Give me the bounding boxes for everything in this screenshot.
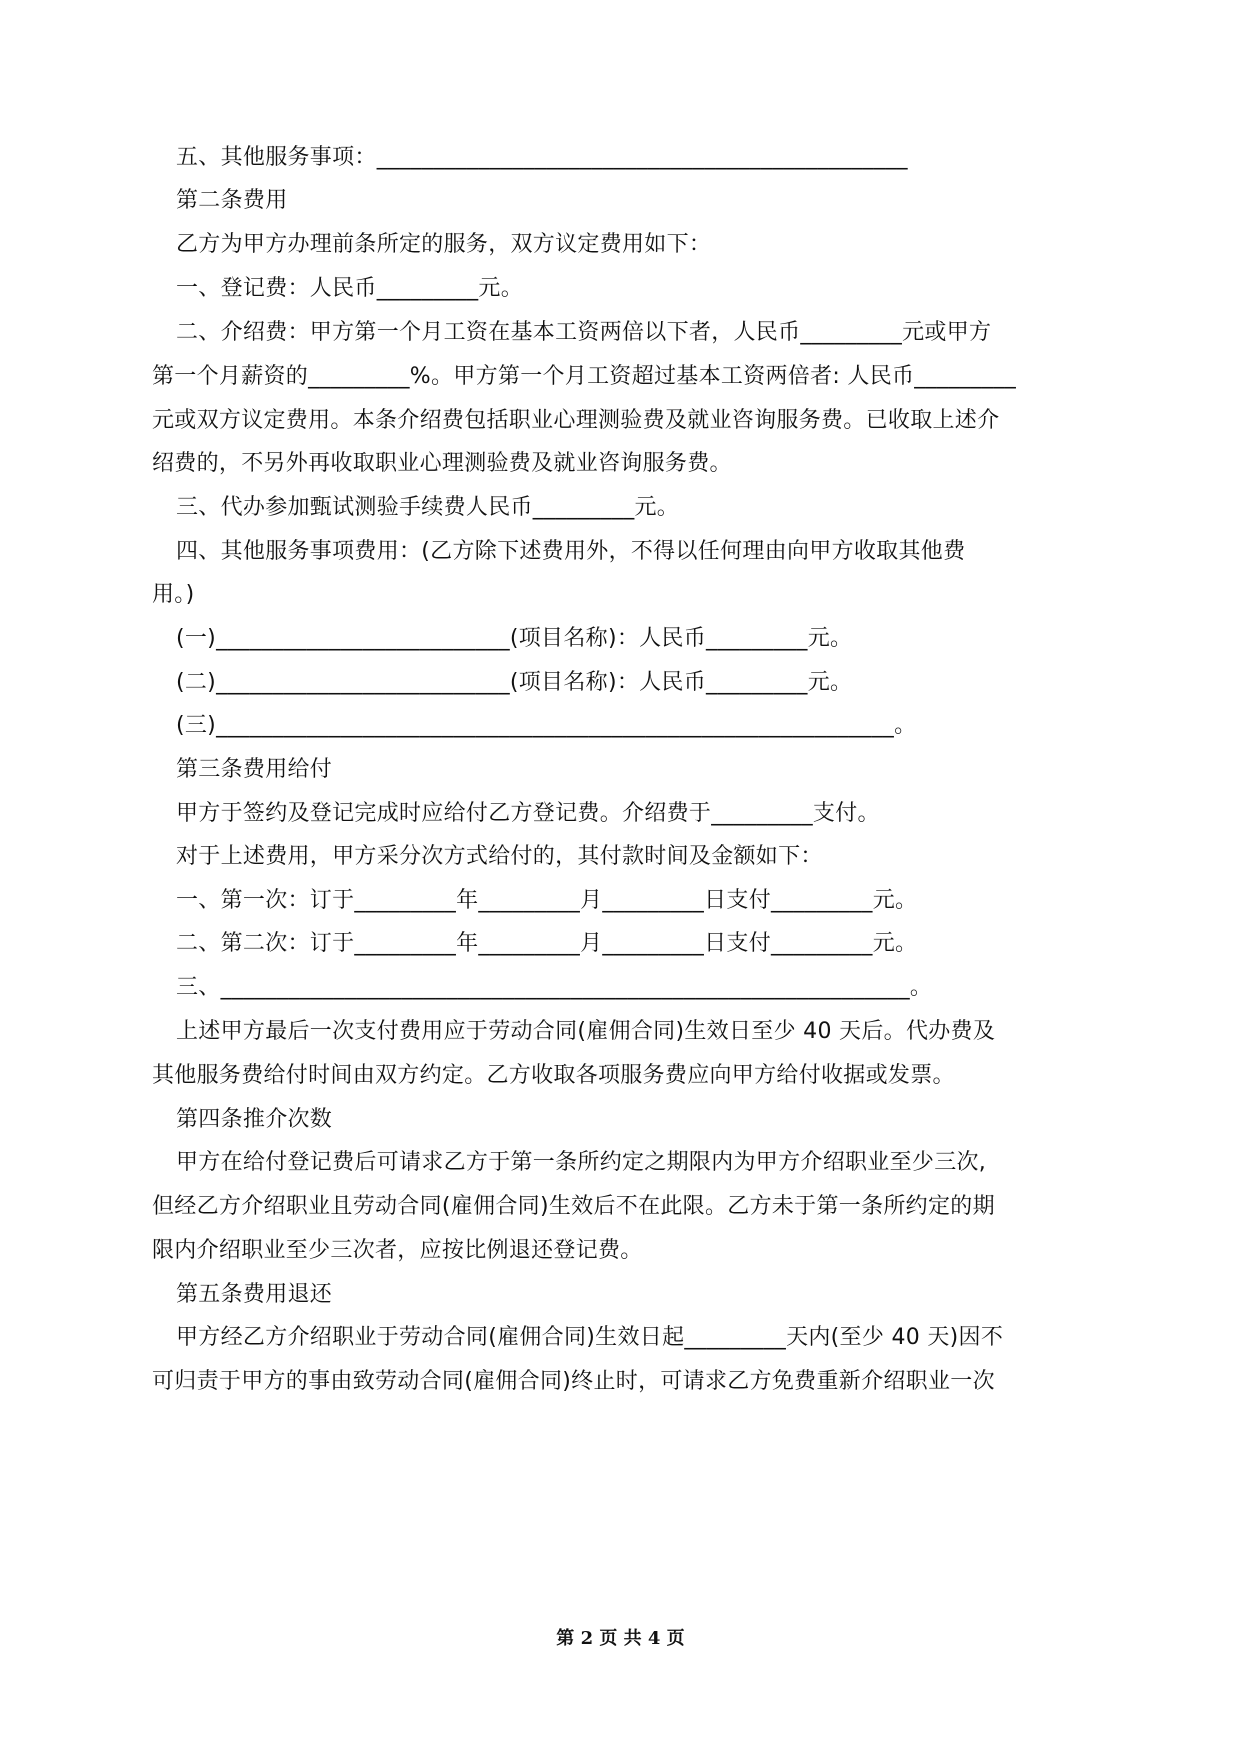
text-line: 四、其他服务事项费用：(乙方除下述费用外，不得以任何理由向甲方收取其他费	[176, 539, 966, 564]
text-line: 一、第一次：订于_________年_________月_________日支付_________元。	[176, 888, 918, 913]
text-line: 但经乙方介绍职业且劳动合同(雇佣合同)生效后不在此限。乙方未于第一条所约定的期	[152, 1194, 995, 1219]
text-line: 绍费的，不另外再收取职业心理测验费及就业咨询服务费。	[152, 451, 732, 476]
text-line: 上述甲方最后一次支付费用应于劳动合同(雇佣合同)生效日至少 40 天后。代办费及	[176, 1019, 996, 1044]
text-line: 元或双方议定费用。本条介绍费包括职业心理测验费及就业咨询服务费。已收取上述介	[152, 408, 1000, 433]
text-line: 甲方经乙方介绍职业于劳动合同(雇佣合同)生效日起_________天内(至少 40 天)因不	[176, 1325, 1004, 1350]
text-line: 限内介绍职业至少三次者，应按比例退还登记费。	[152, 1238, 643, 1263]
text-line: 五、其他服务事项：_______________________________________________	[176, 145, 908, 170]
text-line: 其他服务费给付时间由双方约定。乙方收取各项服务费应向甲方给付收据或发票。	[152, 1063, 955, 1088]
text-line: 乙方为甲方办理前条所定的服务，双方议定费用如下：	[176, 232, 712, 257]
text-line: 第二条费用	[176, 188, 288, 213]
text-line: (一)__________________________(项目名称)：人民币_________元。	[176, 626, 853, 651]
text-line: (三)____________________________________________________________。	[176, 713, 917, 738]
text-line: 二、介绍费：甲方第一个月工资在基本工资两倍以下者，人民币_________元或甲方	[176, 320, 992, 345]
text-line: 第五条费用退还	[176, 1282, 333, 1307]
text-line: 甲方于签约及登记完成时应给付乙方登记费。介绍费于_________支付。	[176, 801, 880, 826]
page-number-footer: 第 2 页 共 4 页	[556, 1628, 685, 1649]
text-line: 第一个月薪资的_________%。甲方第一个月工资超过基本工资两倍者: 人民币_________	[152, 364, 1017, 389]
text-line: 三、_____________________________________________________________。	[176, 975, 933, 1000]
text-line: 甲方在给付登记费后可请求乙方于第一条所约定之期限内为甲方介绍职业至少三次,	[176, 1150, 987, 1175]
text-line: 对于上述费用，甲方采分次方式给付的，其付款时间及金额如下：	[176, 844, 823, 869]
text-line: 一、登记费：人民币_________元。	[176, 276, 524, 301]
text-line: 二、第二次：订于_________年_________月_________日支付_________元。	[176, 931, 918, 956]
text-line: 第三条费用给付	[176, 757, 333, 782]
text-line: 第四条推介次数	[176, 1107, 333, 1132]
text-line: (二)__________________________(项目名称)：人民币_________元。	[176, 670, 853, 695]
text-line: 用。)	[152, 582, 195, 607]
text-line: 三、代办参加甄试测验手续费人民币_________元。	[176, 495, 680, 520]
text-line: 可归责于甲方的事由致劳动合同(雇佣合同)终止时，可请求乙方免费重新介绍职业一次	[152, 1369, 995, 1394]
